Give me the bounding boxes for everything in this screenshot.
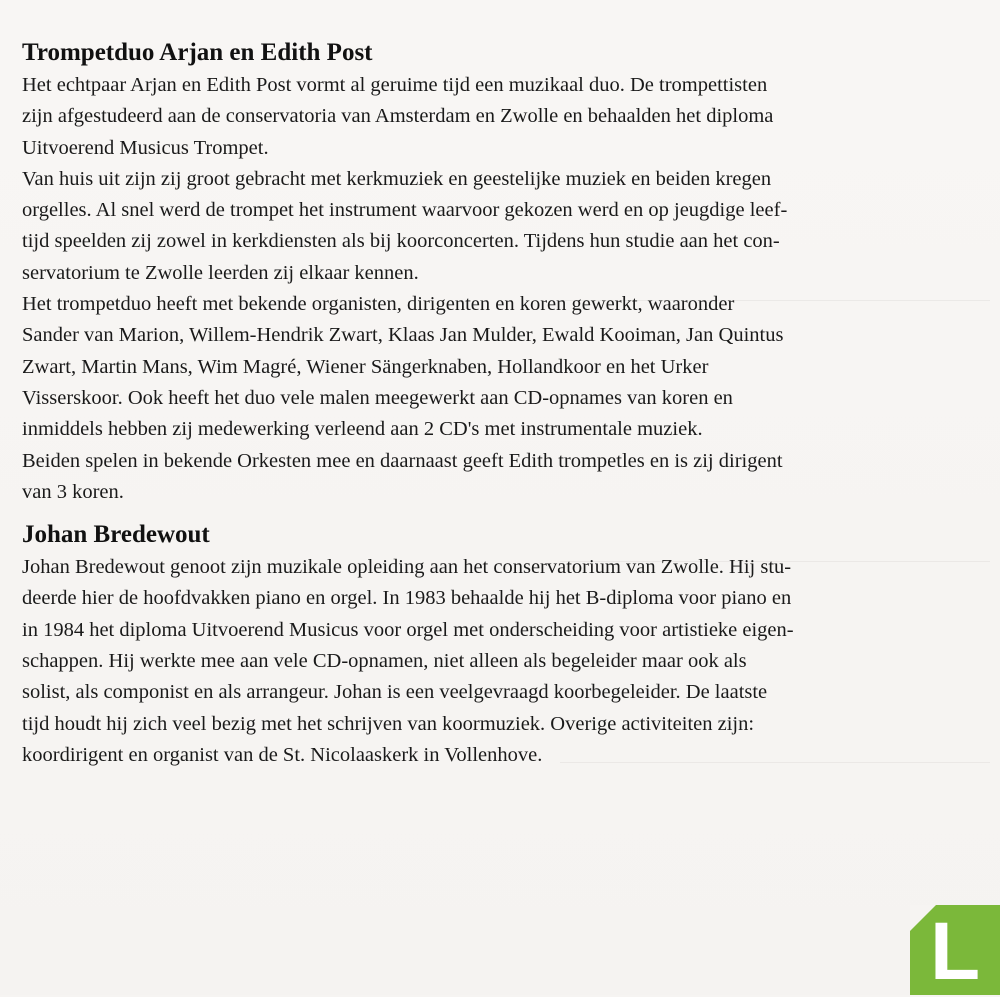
text-line: Uitvoerend Musicus Trompet. bbox=[22, 136, 269, 159]
text-line: tijd houdt hij zich veel bezig met het schrijven van koormuziek. Overige activiteiten zijn: bbox=[22, 712, 755, 735]
text-line: koordirigent en organist van de St. Nicolaaskerk in Vollenhove. bbox=[22, 743, 543, 766]
text-line: in 1984 het diploma Uitvoerend Musicus voor orgel met onderscheiding voor artistieke eigen- bbox=[22, 618, 794, 641]
section-text bbox=[22, 552, 987, 771]
text-line: Van huis uit zijn zij groot gebracht met kerkmuziek en geestelijke muziek en beiden kregen bbox=[22, 167, 772, 190]
text-line: schappen. Hij werkte mee aan vele CD-opnamen, niet alleen als begeleider maar ook als bbox=[22, 650, 747, 673]
section-heading: Trompetduo Arjan en Edith Post bbox=[22, 39, 373, 66]
text-line: Visserskoor. Ook heeft het duo vele malen meegewerkt aan CD-opnames van koren en bbox=[22, 386, 733, 409]
text-line: van 3 koren. bbox=[22, 480, 124, 503]
logo-letter: L bbox=[930, 906, 981, 997]
text-line: deerde hier de hoofdvakken piano en orgel. In 1983 behaalde hij het B-diploma voor piano en bbox=[22, 587, 792, 610]
section-johan-bredewout bbox=[22, 518, 987, 771]
text-line: solist, als componist en als arrangeur. Johan is een veelgevraagd koorbegeleider. De laatste bbox=[22, 681, 768, 704]
section-text bbox=[22, 70, 987, 508]
document-body bbox=[22, 36, 987, 771]
text-line: tijd speelden zij zowel in kerkdiensten als bij koorconcerten. Tijdens hun studie aan het con- bbox=[22, 230, 780, 253]
section-trompetduo bbox=[22, 36, 987, 508]
watermark-logo bbox=[910, 905, 1000, 995]
text-line: Het echtpaar Arjan en Edith Post vormt al geruime tijd een muzikaal duo. De trompettisten bbox=[22, 74, 768, 96]
text-line: Beiden spelen in bekende Orkesten mee en daarnaast geeft Edith trompetles en is zij dirigent bbox=[22, 449, 783, 472]
text-line: servatorium te Zwolle leerden zij elkaar kennen. bbox=[22, 261, 419, 284]
text-line: Het trompetduo heeft met bekende organisten, dirigenten en koren gewerkt, waaronder bbox=[22, 293, 735, 316]
text-line: zijn afgestudeerd aan de conservatoria van Amsterdam en Zwolle en behaalden het diploma bbox=[22, 105, 774, 128]
text-line: Sander van Marion, Willem-Hendrik Zwart, Klaas Jan Mulder, Ewald Kooiman, Jan Quintus bbox=[22, 324, 784, 347]
text-line: inmiddels hebben zij medewerking verleend aan 2 CD's met instrumentale muziek. bbox=[22, 418, 703, 441]
section-heading: Johan Bredewout bbox=[22, 521, 210, 549]
text-line: orgelles. Al snel werd de trompet het instrument waarvoor gekozen werd en op jeugdige leef- bbox=[22, 199, 788, 222]
text-line: Johan Bredewout genoot zijn muzikale opleiding aan het conservatorium van Zwolle. Hij stu- bbox=[22, 556, 792, 579]
text-line: Zwart, Martin Mans, Wim Magré, Wiener Sängerknaben, Hollandkoor en het Urker bbox=[22, 355, 709, 378]
